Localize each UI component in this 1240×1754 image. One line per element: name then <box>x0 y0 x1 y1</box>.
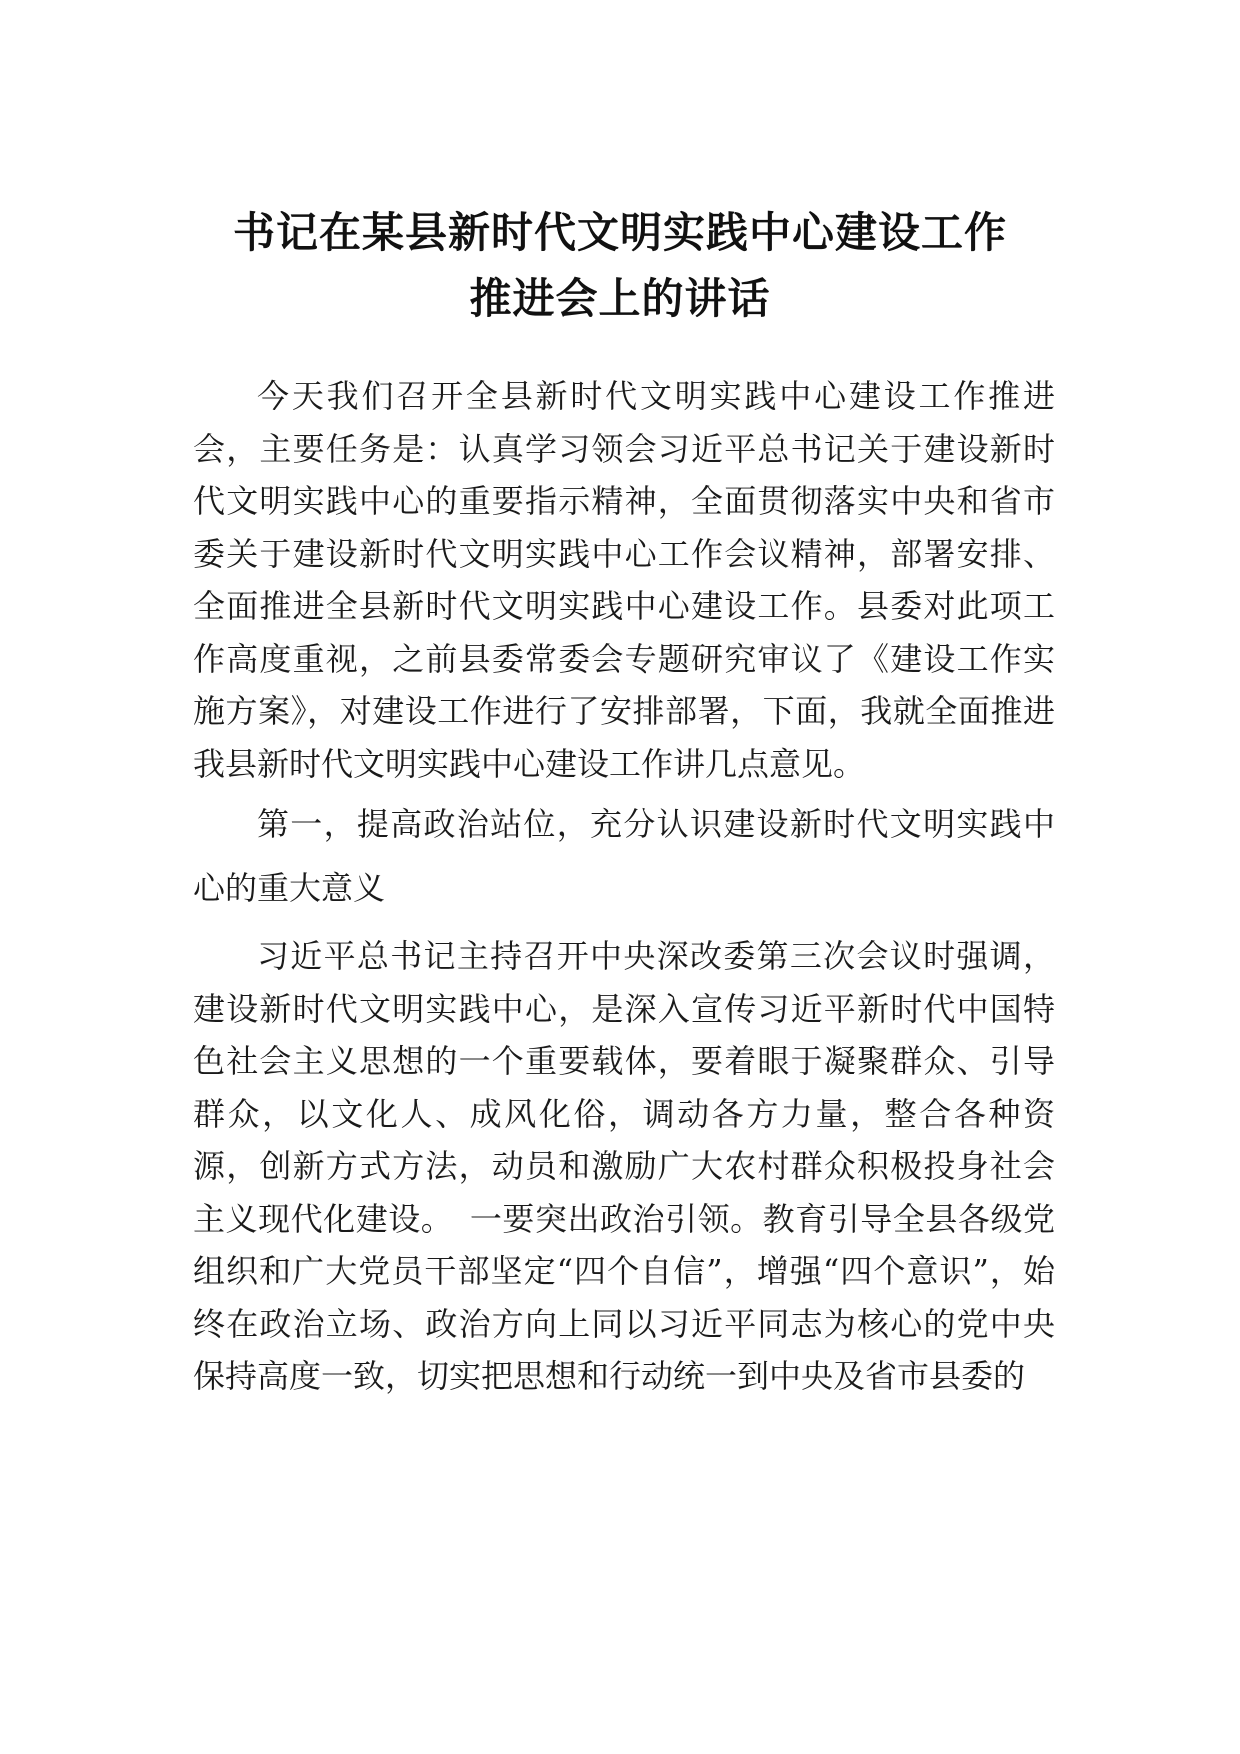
document-title <box>150 200 1090 332</box>
title-line-2: 推进会上的讲话 <box>469 274 771 323</box>
intro-paragraph: 今天我们召开全县新时代文明实践中心建设工作推进会，主要任务是：认真学习领会习近平总书记关于建设新时代文明实践中心的重要指示精神，全面贯彻落实中央和省市委关于建设新时代文明实践中心工作会议精神，部署安排、全面推进全县新时代文明实践中心建设工作。县委对此项工作高度重视，之前县委常委会专题研究审议了《建设工作实施方案》，对建设工作进行了安排部署，下面，我就全面推进我县新时代文明实践中心建设工作讲几点意见。 <box>193 377 1055 783</box>
title-line-1: 书记在某县新时代文明实践中心建设工作 <box>232 208 1007 257</box>
section-heading-1: 第一，提高政治站位，充分认识建设新时代文明实践中心的重大意义 <box>193 805 1055 907</box>
section-1-paragraph: 习近平总书记主持召开中央深改委第三次会议时强调，建设新时代文明实践中心，是深入宣传习近平新时代中国特色社会主义思想的一个重要载体，要着眼于凝聚群众、引导群众，以文化人、成风化俗，调动各方力量，整合各种资源，创新方式方法，动员和激励广大农村群众积极投身社会主义现代化建设。 一要突出政治引领。教育引导全县各级党组织和广大党员干部坚定“四个自信”，增强“四个意识”，始终在政治立场、政治方向上同以习近平同志为核心的党中央保持高度一致，切实把思想和行动统一到中央及省市县委的 <box>193 937 1055 1395</box>
document-body <box>193 370 1055 1403</box>
